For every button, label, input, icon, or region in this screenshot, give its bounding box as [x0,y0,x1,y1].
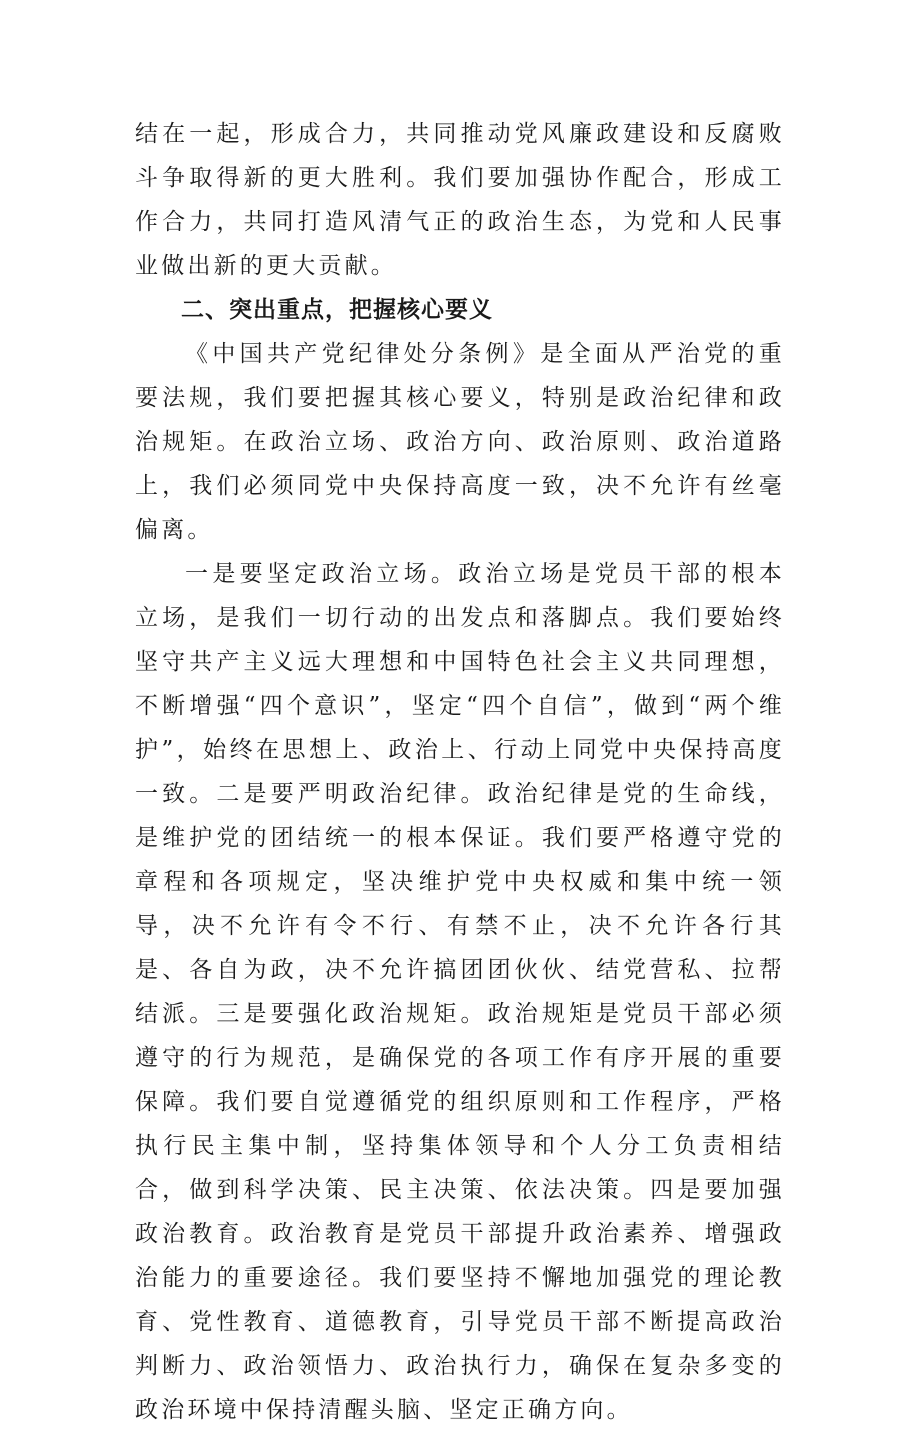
document-body [135,112,785,1432]
section-heading: 二、突出重点，把握核心要义 [181,297,493,323]
paragraph-regulations: 《中国共产党纪律处分条例》是全面从严治党的重要法规，我们要把握其核心要义，特别是政治纪律和政治规矩。在政治立场、政治方向、政治原则、政治道路上，我们必须同党中央保持高度一致，决不允许有丝毫偏离。 [135,341,785,543]
paragraph-continuation: 结在一起，形成合力，共同推动党风廉政建设和反腐败斗争取得新的更大胜利。我们要加强协作配合，形成工作合力，共同打造风清气正的政治生态，为党和人民事业做出新的更大贡献。 [135,121,785,279]
paragraph-four-points: 一是要坚定政治立场。政治立场是党员干部的根本立场，是我们一切行动的出发点和落脚点。我们要始终坚守共产主义远大理想和中国特色社会主义共同理想，不断增强“四个意识”，坚定“四个自信”，做到“两个维护”，始终在思想上、政治上、行动上同党中央保持高度一致。二是要严明政治纪律。政治纪律是党的生命线，是维护党的团结统一的根本保证。我们要严格遵守党的章程和各项规定，坚决维护党中央权威和集中统一领导，决不允许有令不行、有禁不止，决不允许各行其是、各自为政，决不允许搞团团伙伙、结党营私、拉帮结派。三是要强化政治规矩。政治规矩是党员干部必须遵守的行为规范，是确保党的各项工作有序开展的重要保障。我们要自觉遵循党的组织原则和工作程序，严格执行民主集中制，坚持集体领导和个人分工负责相结合，做到科学决策、民主决策、依法决策。四是要加强政治教育。政治教育是党员干部提升政治素养、增强政治能力的重要途径。我们要坚持不懈地加强党的理论教育、党性教育、道德教育，引导党员干部不断提高政治判断力、政治领悟力、政治执行力，确保在复杂多变的政治环境中保持清醒头脑、坚定正确方向。 [135,561,785,1423]
